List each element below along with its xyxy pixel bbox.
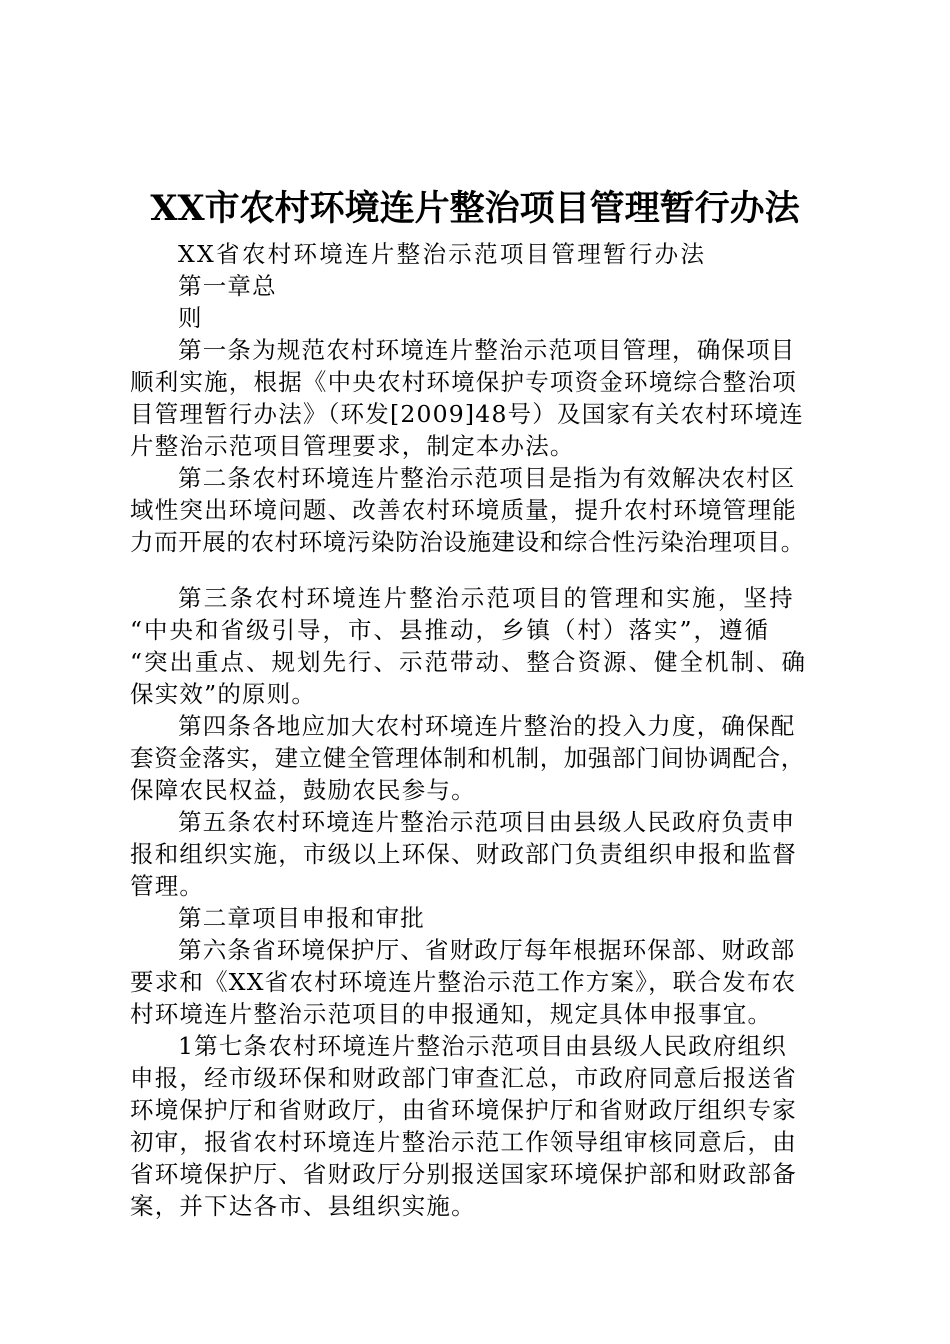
paragraph-line: 村环境连片整治示范项目的申报通知，规定具体申报事宜。 xyxy=(130,1000,773,1028)
paragraph-line: 第三条农村环境连片整治示范项目的管理和实施，坚持 xyxy=(178,584,795,612)
paragraph-line: 管理。 xyxy=(130,872,205,900)
paragraph-line: 套资金落实，建立健全管理体制和机制，加强部门间协调配合， xyxy=(130,744,805,772)
paragraph-line: 第二条农村环境连片整治示范项目是指为有效解决农村区 xyxy=(178,464,796,492)
paragraph-line: “突出重点、规划先行、示范带动、整合资源、健全机制、确 xyxy=(130,648,808,676)
paragraph-line: “中央和省级引导，市、县推动，乡镇（村）落实”，遵循 xyxy=(130,616,771,644)
paragraph-line: 要求和《XX省农村环境连片整治示范工作方案》，联合发布农 xyxy=(130,968,797,996)
chapter-heading: 第二章项目申报和审批 xyxy=(178,904,425,932)
paragraph-line: 第一条为规范农村环境连片整治示范项目管理，确保项目 xyxy=(178,336,796,364)
paragraph-line: 省环境保护厅、省财政厅分别报送国家环境保护部和财政部备 xyxy=(130,1160,797,1188)
paragraph-line: 保障农民权益，鼓励农民参与。 xyxy=(130,776,476,804)
document-title: XX市农村环境连片整治项目管理暂行办法 xyxy=(150,188,800,229)
chapter-heading-part: 则 xyxy=(178,304,203,332)
paragraph-line: 第四条各地应加大农村环境连片整治的投入力度，确保配 xyxy=(178,712,796,740)
paragraph-line: 顺利实施，根据《中央农村环境保护专项资金环境综合整治项 xyxy=(130,368,797,396)
paragraph-line: 第五条农村环境连片整治示范项目由县级人民政府负责申 xyxy=(178,808,796,836)
paragraph-line: 1第七条农村环境连片整治示范项目由县级人民政府组织 xyxy=(178,1032,787,1060)
paragraph-line: 环境保护厅和省财政厅，由省环境保护厅和省财政厅组织专家 xyxy=(130,1096,797,1124)
paragraph-line: 域性突出环境问题、改善农村环境质量，提升农村环境管理能 xyxy=(130,496,797,524)
paragraph-line: 初审，报省农村环境连片整治示范工作领导组审核同意后，由 xyxy=(130,1128,797,1156)
paragraph-line: 报和组织实施，市级以上环保、财政部门负责组织申报和监督 xyxy=(130,840,797,868)
paragraph-line: 案，并下达各市、县组织实施。 xyxy=(130,1192,476,1220)
paragraph-line: 力而开展的农村环境污染防治设施建设和综合性污染治理项目。 xyxy=(130,528,805,556)
paragraph-line: 申报，经市级环保和财政部门审查汇总，市政府同意后报送省 xyxy=(130,1064,797,1092)
paragraph-line: 片整治示范项目管理要求，制定本办法。 xyxy=(130,432,575,460)
paragraph-line: 保实效”的原则。 xyxy=(130,680,317,708)
chapter-heading-part: 第一章总 xyxy=(178,272,277,300)
paragraph-line: 第六条省环境保护厅、省财政厅每年根据环保部、财政部 xyxy=(178,936,796,964)
paragraph-line: 目管理暂行办法》（环发[2009]48号）及国家有关农村环境连 xyxy=(130,400,804,428)
subtitle-line: XX省农村环境连片整治示范项目管理暂行办法 xyxy=(178,240,707,268)
